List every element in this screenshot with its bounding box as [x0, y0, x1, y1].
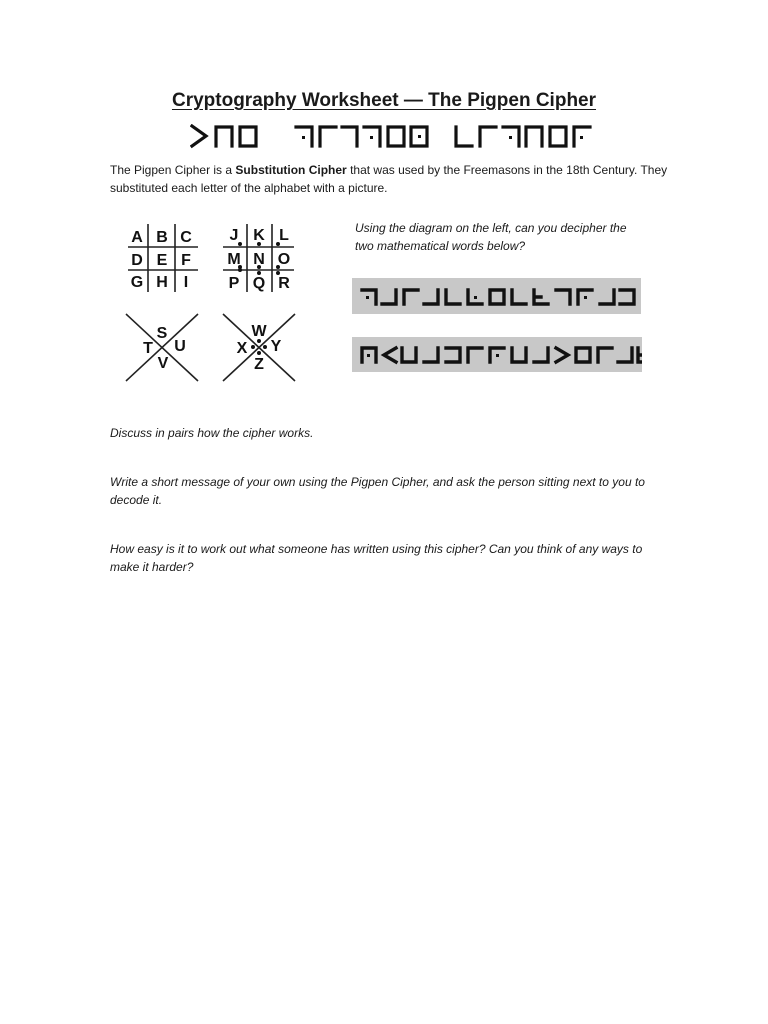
key-letter: J — [229, 227, 239, 244]
question-2: Write a short message of your own using the Pigpen Cipher, and ask the person sitting next to you to decode it. — [110, 475, 645, 507]
key-letter: U — [174, 338, 186, 355]
key-letter: V — [157, 355, 169, 372]
key-letter: Q — [252, 275, 266, 292]
key-letter: I — [183, 274, 189, 291]
key-letter: W — [251, 323, 267, 340]
key-letter: Y — [270, 338, 282, 355]
key-letter: C — [180, 229, 192, 246]
key-letter: B — [156, 229, 168, 246]
instruction-text: Using the diagram on the left, can you decipher the two mathematical words below? — [355, 221, 627, 253]
key-letter: D — [131, 252, 143, 269]
key-letter: R — [278, 275, 290, 292]
key-letter: Z — [254, 356, 264, 373]
intro-text-1: The Pigpen Cipher is a — [110, 163, 236, 177]
question-3: How easy is it to work out what someone has written using this cipher? Can you think of any ways to make it harder? — [110, 542, 643, 574]
page-title: Cryptography Worksheet — The Pigpen Cipher — [171, 90, 597, 111]
key-letter: T — [143, 340, 153, 357]
key-letter: O — [277, 251, 291, 268]
key-letter: G — [130, 274, 144, 291]
key-letter: S — [156, 325, 168, 342]
key-letter: X — [236, 340, 248, 357]
pigpen-code-word-1-icon — [352, 278, 641, 314]
pigpen-code-word-2-icon — [352, 337, 642, 372]
key-letter: A — [131, 229, 143, 246]
question-1: Discuss in pairs how the cipher works. — [110, 426, 314, 440]
code-word-box-1 — [352, 278, 641, 314]
key-letter: N — [253, 251, 265, 268]
code-word-box-2 — [352, 337, 642, 372]
key-letter: E — [156, 252, 168, 269]
key-letter: M — [227, 251, 241, 268]
key-letter: H — [156, 274, 168, 291]
key-letter: L — [279, 227, 289, 244]
key-letter: P — [228, 275, 240, 292]
intro-text-2: that was used by the Freemasons in the 18th Century. They substituted each letter of the alphabet with a picture. — [110, 163, 668, 195]
pigpen-title-icon — [190, 124, 600, 150]
key-letter: K — [253, 227, 265, 244]
intro-bold-term: Substitution Cipher — [235, 163, 347, 177]
pigpen-key-diagram — [118, 218, 318, 388]
key-letter: F — [181, 252, 191, 269]
intro-paragraph — [110, 161, 670, 197]
